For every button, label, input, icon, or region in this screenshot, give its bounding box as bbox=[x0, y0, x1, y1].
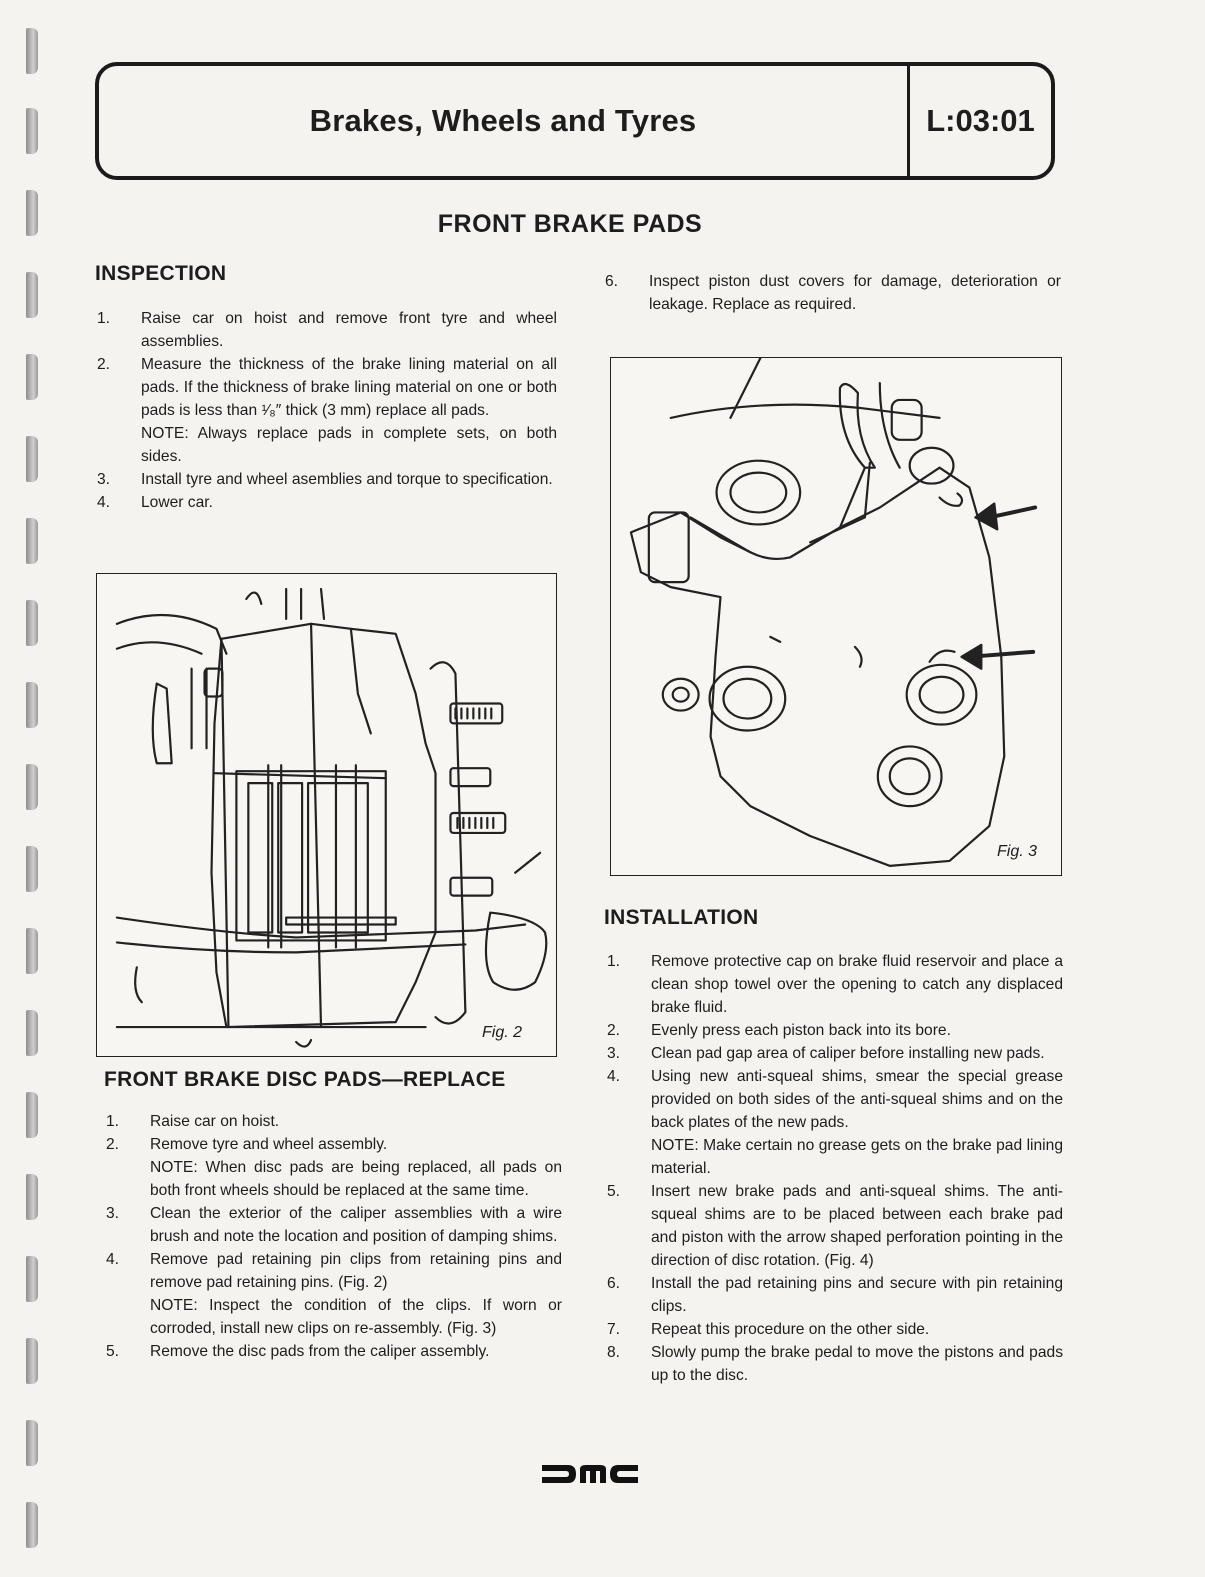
dmc-logo bbox=[540, 1462, 640, 1486]
list-item: 7. Repeat this procedure on the other side. bbox=[607, 1321, 930, 1338]
section-code: L:03:01 bbox=[926, 103, 1035, 138]
installation-heading: INSTALLATION bbox=[604, 906, 759, 929]
list-item: 5. Remove the disc pads from the caliper assembly. bbox=[106, 1343, 490, 1360]
list-item: 3. Clean pad gap area of caliper before installing new pads. bbox=[607, 1045, 1045, 1062]
binding-holes bbox=[22, 20, 42, 1570]
figure-2-caption: Fig. 2 bbox=[481, 1024, 522, 1041]
figure-3-caption: Fig. 3 bbox=[996, 843, 1037, 860]
list-item: 1. Remove protective cap on brake fluid reservoir and place a clean shop towel over the opening to catch any displaced brake fluid. bbox=[607, 953, 1063, 1016]
installation-steps bbox=[605, 950, 1063, 1387]
page-title: FRONT BRAKE PADS bbox=[437, 210, 703, 238]
inspection-step-6 bbox=[603, 270, 1061, 316]
list-item: 5. Insert new brake pads and anti-squeal shims. The anti-squeal shims are to be placed between each brake pad and piston with the arrow shaped perforation pointing in the direction of disc rotation. (Fig. 4) bbox=[607, 1183, 1063, 1269]
list-item: 4. Lower car. bbox=[97, 494, 213, 511]
list-item: 2. Remove tyre and wheel assembly. NOTE: When disc pads are being replaced, all pads on both front wheels should be replaced at the same time. bbox=[106, 1136, 562, 1199]
figure-3-caliper-clips bbox=[610, 357, 1062, 876]
page-header bbox=[95, 62, 1055, 180]
list-item: 6. Install the pad retaining pins and secure with pin retaining clips. bbox=[607, 1275, 1063, 1315]
list-item: 4. Using new anti-squeal shims, smear the special grease provided on both sides of the anti-squeal shims and on the back plates of the new pads. NOTE: Make certain no grease gets on the brake pad lining material. bbox=[607, 1068, 1063, 1177]
list-item: 4. Remove pad retaining pin clips from retaining pins and remove pad retaining pins. (Fig. 2) NOTE: Inspect the condition of the clips. If worn or corroded, install new clips on re-assembly. (Fig. 3) bbox=[106, 1251, 562, 1337]
inspection-steps bbox=[95, 307, 557, 514]
list-item: 6. Inspect piston dust covers for damage, deterioration or leakage. Replace as required. bbox=[605, 273, 1061, 313]
list-item: 3. Clean the exterior of the caliper assemblies with a wire brush and note the location and position of damping shims. bbox=[106, 1205, 562, 1245]
replace-steps bbox=[104, 1110, 562, 1363]
list-item: 1. Raise car on hoist and remove front tyre and wheel assemblies. bbox=[97, 310, 557, 350]
list-item: 3. Install tyre and wheel asemblies and torque to specification. bbox=[97, 471, 553, 488]
list-item: 2. Measure the thickness of the brake lining material on all pads. If the thickness of brake lining material on one or both pads is less than ¹⁄₈″ thick (3 mm) replace all pads. NOTE: Always replace pads in complete sets, on both sides. bbox=[97, 356, 557, 465]
list-item: 8. Slowly pump the brake pedal to move the pistons and pads up to the disc. bbox=[607, 1344, 1063, 1384]
inspection-heading: INSPECTION bbox=[95, 262, 227, 285]
list-item: 2. Evenly press each piston back into its bore. bbox=[607, 1022, 951, 1039]
figure-2-caliper bbox=[96, 573, 557, 1057]
header-title: Brakes, Wheels and Tyres bbox=[309, 103, 697, 138]
list-item: 1. Raise car on hoist. bbox=[106, 1113, 280, 1130]
replace-heading: FRONT BRAKE DISC PADS—REPLACE bbox=[104, 1068, 506, 1091]
